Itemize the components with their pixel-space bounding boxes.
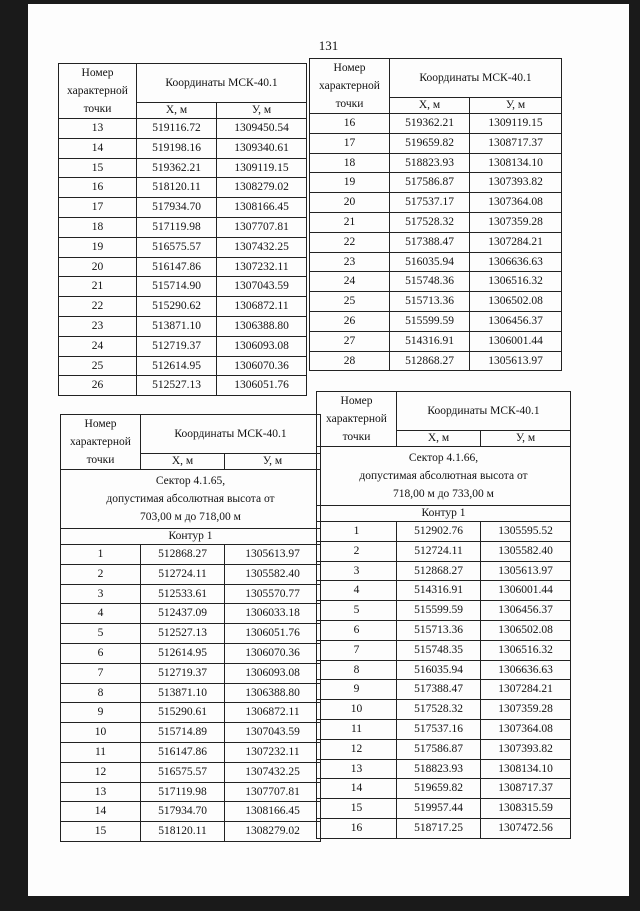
header-x: X, м: [390, 97, 470, 113]
y-coordinate-cell: 1306093.08: [225, 663, 321, 683]
header-x: X, м: [141, 453, 225, 469]
point-number-cell: 12: [61, 762, 141, 782]
x-coordinate-cell: 512724.11: [397, 541, 481, 561]
x-coordinate-cell: 519198.16: [137, 138, 217, 158]
point-number-cell: 1: [61, 545, 141, 565]
table-row: [310, 114, 562, 134]
y-coordinate-cell: 1305595.52: [481, 522, 571, 542]
y-coordinate-cell: 1309119.15: [217, 158, 307, 178]
table-row: [59, 336, 307, 356]
point-number-cell: 17: [310, 133, 390, 153]
table-row: [59, 158, 307, 178]
x-coordinate-cell: 519659.82: [390, 133, 470, 153]
x-coordinate-cell: 515713.36: [397, 620, 481, 640]
y-coordinate-cell: 1307432.25: [217, 237, 307, 257]
point-number-cell: 9: [317, 680, 397, 700]
point-number-cell: 9: [61, 703, 141, 723]
coordinates-table-sector-4-1-66: [316, 391, 571, 839]
contour-label: Контур 1: [317, 506, 571, 522]
point-number-cell: 10: [317, 700, 397, 720]
x-coordinate-cell: 512437.09: [141, 604, 225, 624]
point-number-cell: 21: [59, 277, 137, 297]
y-coordinate-cell: 1308279.02: [217, 178, 307, 198]
y-coordinate-cell: 1306001.44: [470, 331, 562, 351]
point-number-cell: 27: [310, 331, 390, 351]
x-coordinate-cell: 512868.27: [397, 561, 481, 581]
y-coordinate-cell: 1308315.59: [481, 799, 571, 819]
contour-label: Контур 1: [61, 529, 321, 545]
table-row: [61, 802, 321, 822]
table-row: [310, 193, 562, 213]
x-coordinate-cell: 517119.98: [141, 782, 225, 802]
table-row: [59, 297, 307, 317]
point-number-cell: 28: [310, 351, 390, 371]
x-coordinate-cell: 515599.59: [390, 311, 470, 331]
table-row: [310, 232, 562, 252]
x-coordinate-cell: 516035.94: [390, 252, 470, 272]
y-coordinate-cell: 1307472.56: [481, 818, 571, 838]
y-coordinate-cell: 1308166.45: [217, 198, 307, 218]
point-number-cell: 13: [59, 119, 137, 139]
table-row: [61, 762, 321, 782]
point-number-cell: 23: [310, 252, 390, 272]
y-coordinate-cell: 1306033.18: [225, 604, 321, 624]
x-coordinate-cell: 515748.35: [397, 640, 481, 660]
table-row: [61, 604, 321, 624]
table-row: [59, 356, 307, 376]
point-number-cell: 2: [61, 564, 141, 584]
x-coordinate-cell: 515290.61: [141, 703, 225, 723]
x-coordinate-cell: 519659.82: [397, 779, 481, 799]
table-row: [61, 564, 321, 584]
table-row: [317, 818, 571, 838]
table-row: [59, 237, 307, 257]
header-x: X, м: [137, 102, 217, 118]
header-x: X, м: [397, 430, 481, 446]
point-number-cell: 10: [61, 723, 141, 743]
page-number: 131: [318, 38, 339, 53]
table-row: [61, 822, 321, 842]
table-row: [310, 272, 562, 292]
point-number-cell: 20: [59, 257, 137, 277]
x-coordinate-cell: 512868.27: [141, 545, 225, 565]
x-coordinate-cell: 516575.57: [141, 762, 225, 782]
y-coordinate-cell: 1305613.97: [225, 545, 321, 565]
x-coordinate-cell: 517934.70: [137, 198, 217, 218]
point-number-cell: 16: [317, 818, 397, 838]
x-coordinate-cell: 512724.11: [141, 564, 225, 584]
x-coordinate-cell: 515714.89: [141, 723, 225, 743]
point-number-cell: 19: [310, 173, 390, 193]
x-coordinate-cell: 518823.93: [397, 759, 481, 779]
point-number-cell: 6: [61, 643, 141, 663]
x-coordinate-cell: 512719.37: [141, 663, 225, 683]
table-row: [59, 138, 307, 158]
y-coordinate-cell: 1307364.08: [481, 719, 571, 739]
y-coordinate-cell: 1305582.40: [225, 564, 321, 584]
x-coordinate-cell: 516035.94: [397, 660, 481, 680]
table-row: [310, 331, 562, 351]
x-coordinate-cell: 517528.32: [397, 700, 481, 720]
point-number-cell: 26: [59, 376, 137, 396]
y-coordinate-cell: 1307359.28: [470, 212, 562, 232]
y-coordinate-cell: 1308717.37: [481, 779, 571, 799]
x-coordinate-cell: 518823.93: [390, 153, 470, 173]
y-coordinate-cell: 1308717.37: [470, 133, 562, 153]
y-coordinate-cell: 1305613.97: [481, 561, 571, 581]
point-number-cell: 18: [310, 153, 390, 173]
x-coordinate-cell: 513871.10: [141, 683, 225, 703]
y-coordinate-cell: 1306051.76: [217, 376, 307, 396]
x-coordinate-cell: 519116.72: [137, 119, 217, 139]
point-number-cell: 8: [317, 660, 397, 680]
sector-caption: [61, 470, 321, 529]
point-number-cell: 6: [317, 620, 397, 640]
y-coordinate-cell: 1307232.11: [217, 257, 307, 277]
y-coordinate-cell: 1307284.21: [470, 232, 562, 252]
table-row: [310, 311, 562, 331]
y-coordinate-cell: 1308279.02: [225, 822, 321, 842]
point-number-cell: 5: [61, 624, 141, 644]
table-row: [61, 683, 321, 703]
x-coordinate-cell: 518120.11: [141, 822, 225, 842]
point-number-cell: 13: [61, 782, 141, 802]
table-row: [61, 782, 321, 802]
coordinates-table-2: [309, 58, 562, 371]
y-coordinate-cell: 1306636.63: [481, 660, 571, 680]
x-coordinate-cell: 519362.21: [137, 158, 217, 178]
y-coordinate-cell: 1306456.37: [470, 311, 562, 331]
header-y: У, м: [217, 102, 307, 118]
header-y: У, м: [225, 453, 321, 469]
x-coordinate-cell: 519362.21: [390, 114, 470, 134]
table-row: [310, 173, 562, 193]
table-row: [59, 119, 307, 139]
table-row: [317, 779, 571, 799]
x-coordinate-cell: 512719.37: [137, 336, 217, 356]
x-coordinate-cell: 515713.36: [390, 292, 470, 312]
y-coordinate-cell: 1308166.45: [225, 802, 321, 822]
x-coordinate-cell: 512902.76: [397, 522, 481, 542]
point-number-cell: 16: [59, 178, 137, 198]
x-coordinate-cell: 518120.11: [137, 178, 217, 198]
table-row: [59, 217, 307, 237]
y-coordinate-cell: 1307359.28: [481, 700, 571, 720]
table-row: [61, 663, 321, 683]
sector-altitude-text: допустимая абсолютная высота от: [106, 493, 275, 505]
point-number-cell: 25: [59, 356, 137, 376]
y-coordinate-cell: 1307043.59: [225, 723, 321, 743]
x-coordinate-cell: 515714.90: [137, 277, 217, 297]
y-coordinate-cell: 1307232.11: [225, 742, 321, 762]
sector-altitude-text: допустимая абсолютная высота от: [359, 470, 528, 482]
header-point-number: Номер характерной точки: [59, 64, 137, 119]
y-coordinate-cell: 1307432.25: [225, 762, 321, 782]
x-coordinate-cell: 517119.98: [137, 217, 217, 237]
y-coordinate-cell: 1306516.32: [481, 640, 571, 660]
table-row: [61, 643, 321, 663]
table-row: [317, 739, 571, 759]
y-coordinate-cell: 1307364.08: [470, 193, 562, 213]
sector-altitude-range: 703,00 м до 718,00 м: [140, 511, 241, 523]
point-number-cell: 8: [61, 683, 141, 703]
header-point-number: Номер характерной точки: [310, 59, 390, 114]
y-coordinate-cell: 1307393.82: [470, 173, 562, 193]
y-coordinate-cell: 1309340.61: [217, 138, 307, 158]
y-coordinate-cell: 1306070.36: [225, 643, 321, 663]
point-number-cell: 22: [310, 232, 390, 252]
table-row: [310, 153, 562, 173]
x-coordinate-cell: 516575.57: [137, 237, 217, 257]
table-row: [59, 178, 307, 198]
y-coordinate-cell: 1306388.80: [225, 683, 321, 703]
point-number-cell: 4: [317, 581, 397, 601]
y-coordinate-cell: 1306051.76: [225, 624, 321, 644]
y-coordinate-cell: 1306502.08: [481, 620, 571, 640]
x-coordinate-cell: 517537.16: [397, 719, 481, 739]
y-coordinate-cell: 1306516.32: [470, 272, 562, 292]
point-number-cell: 15: [61, 822, 141, 842]
sector-title: Сектор 4.1.66,: [408, 452, 479, 464]
y-coordinate-cell: 1305613.97: [470, 351, 562, 371]
x-coordinate-cell: 517537.17: [390, 193, 470, 213]
table-row: [317, 561, 571, 581]
header-point-number: Номер характерной точки: [61, 415, 141, 470]
point-number-cell: 24: [59, 336, 137, 356]
header-coordinates: Координаты МСК-40.1: [137, 64, 307, 103]
y-coordinate-cell: 1308134.10: [481, 759, 571, 779]
x-coordinate-cell: 517586.87: [397, 739, 481, 759]
x-coordinate-cell: 514316.91: [397, 581, 481, 601]
x-coordinate-cell: 516147.86: [141, 742, 225, 762]
point-number-cell: 15: [317, 799, 397, 819]
x-coordinate-cell: 517388.47: [397, 680, 481, 700]
table-row: [317, 640, 571, 660]
x-coordinate-cell: 512527.13: [137, 376, 217, 396]
x-coordinate-cell: 515290.62: [137, 297, 217, 317]
point-number-cell: 12: [317, 739, 397, 759]
table-row: [59, 316, 307, 336]
point-number-cell: 26: [310, 311, 390, 331]
table-row: [61, 624, 321, 644]
y-coordinate-cell: 1306502.08: [470, 292, 562, 312]
point-number-cell: 14: [317, 779, 397, 799]
y-coordinate-cell: 1307707.81: [225, 782, 321, 802]
table-row: [317, 522, 571, 542]
table-row: [317, 719, 571, 739]
header-point-number: Номер характерной точки: [317, 392, 397, 447]
table-row: [59, 257, 307, 277]
point-number-cell: 11: [61, 742, 141, 762]
header-coordinates: Координаты МСК-40.1: [390, 59, 562, 98]
x-coordinate-cell: 515748.36: [390, 272, 470, 292]
table-row: [317, 601, 571, 621]
table-row: [59, 376, 307, 396]
point-number-cell: 5: [317, 601, 397, 621]
header-y: У, м: [481, 430, 571, 446]
y-coordinate-cell: 1306388.80: [217, 316, 307, 336]
table-row: [317, 581, 571, 601]
y-coordinate-cell: 1305582.40: [481, 541, 571, 561]
point-number-cell: 3: [317, 561, 397, 581]
point-number-cell: 3: [61, 584, 141, 604]
table-row: [317, 541, 571, 561]
point-number-cell: 25: [310, 292, 390, 312]
point-number-cell: 4: [61, 604, 141, 624]
y-coordinate-cell: 1306456.37: [481, 601, 571, 621]
y-coordinate-cell: 1306093.08: [217, 336, 307, 356]
point-number-cell: 11: [317, 719, 397, 739]
y-coordinate-cell: 1307284.21: [481, 680, 571, 700]
point-number-cell: 19: [59, 237, 137, 257]
x-coordinate-cell: 516147.86: [137, 257, 217, 277]
y-coordinate-cell: 1306872.11: [225, 703, 321, 723]
point-number-cell: 15: [59, 158, 137, 178]
table-row: [317, 799, 571, 819]
x-coordinate-cell: 517934.70: [141, 802, 225, 822]
table-row: [61, 584, 321, 604]
table-row: [61, 545, 321, 565]
point-number-cell: 22: [59, 297, 137, 317]
table-row: [61, 703, 321, 723]
table-row: [317, 660, 571, 680]
table-row: [317, 759, 571, 779]
point-number-cell: 17: [59, 198, 137, 218]
y-coordinate-cell: 1307707.81: [217, 217, 307, 237]
point-number-cell: 14: [59, 138, 137, 158]
table-row: [310, 292, 562, 312]
header-coordinates: Координаты МСК-40.1: [397, 392, 571, 431]
y-coordinate-cell: 1309450.54: [217, 119, 307, 139]
point-number-cell: 24: [310, 272, 390, 292]
point-number-cell: 18: [59, 217, 137, 237]
x-coordinate-cell: 512533.61: [141, 584, 225, 604]
point-number-cell: 16: [310, 114, 390, 134]
x-coordinate-cell: 512868.27: [390, 351, 470, 371]
y-coordinate-cell: 1305570.77: [225, 584, 321, 604]
point-number-cell: 7: [317, 640, 397, 660]
x-coordinate-cell: 518717.25: [397, 818, 481, 838]
table-row: [317, 700, 571, 720]
table-row: [317, 620, 571, 640]
y-coordinate-cell: 1306001.44: [481, 581, 571, 601]
sector-title: Сектор 4.1.65,: [155, 475, 226, 487]
x-coordinate-cell: 517528.32: [390, 212, 470, 232]
table-row: [61, 723, 321, 743]
point-number-cell: 2: [317, 541, 397, 561]
x-coordinate-cell: 519957.44: [397, 799, 481, 819]
point-number-cell: 7: [61, 663, 141, 683]
x-coordinate-cell: 512614.95: [137, 356, 217, 376]
y-coordinate-cell: 1308134.10: [470, 153, 562, 173]
coordinates-table-1: [58, 63, 307, 396]
x-coordinate-cell: 514316.91: [390, 331, 470, 351]
table-row: [310, 252, 562, 272]
header-coordinates: Координаты МСК-40.1: [141, 415, 321, 454]
sector-caption: [317, 447, 571, 506]
table-row: [61, 742, 321, 762]
table-row: [310, 212, 562, 232]
x-coordinate-cell: 517586.87: [390, 173, 470, 193]
table-row: [59, 198, 307, 218]
point-number-cell: 13: [317, 759, 397, 779]
table-row: [310, 133, 562, 153]
point-number-cell: 1: [317, 522, 397, 542]
x-coordinate-cell: 512527.13: [141, 624, 225, 644]
table-row: [59, 277, 307, 297]
x-coordinate-cell: 512614.95: [141, 643, 225, 663]
x-coordinate-cell: 517388.47: [390, 232, 470, 252]
sector-altitude-range: 718,00 м до 733,00 м: [393, 488, 494, 500]
point-number-cell: 21: [310, 212, 390, 232]
x-coordinate-cell: 513871.10: [137, 316, 217, 336]
y-coordinate-cell: 1307393.82: [481, 739, 571, 759]
point-number-cell: 20: [310, 193, 390, 213]
table-row: [317, 680, 571, 700]
y-coordinate-cell: 1309119.15: [470, 114, 562, 134]
y-coordinate-cell: 1306872.11: [217, 297, 307, 317]
point-number-cell: 14: [61, 802, 141, 822]
y-coordinate-cell: 1307043.59: [217, 277, 307, 297]
x-coordinate-cell: 515599.59: [397, 601, 481, 621]
header-y: У, м: [470, 97, 562, 113]
y-coordinate-cell: 1306070.36: [217, 356, 307, 376]
table-row: [310, 351, 562, 371]
coordinates-table-sector-4-1-65: [60, 414, 321, 842]
y-coordinate-cell: 1306636.63: [470, 252, 562, 272]
point-number-cell: 23: [59, 316, 137, 336]
